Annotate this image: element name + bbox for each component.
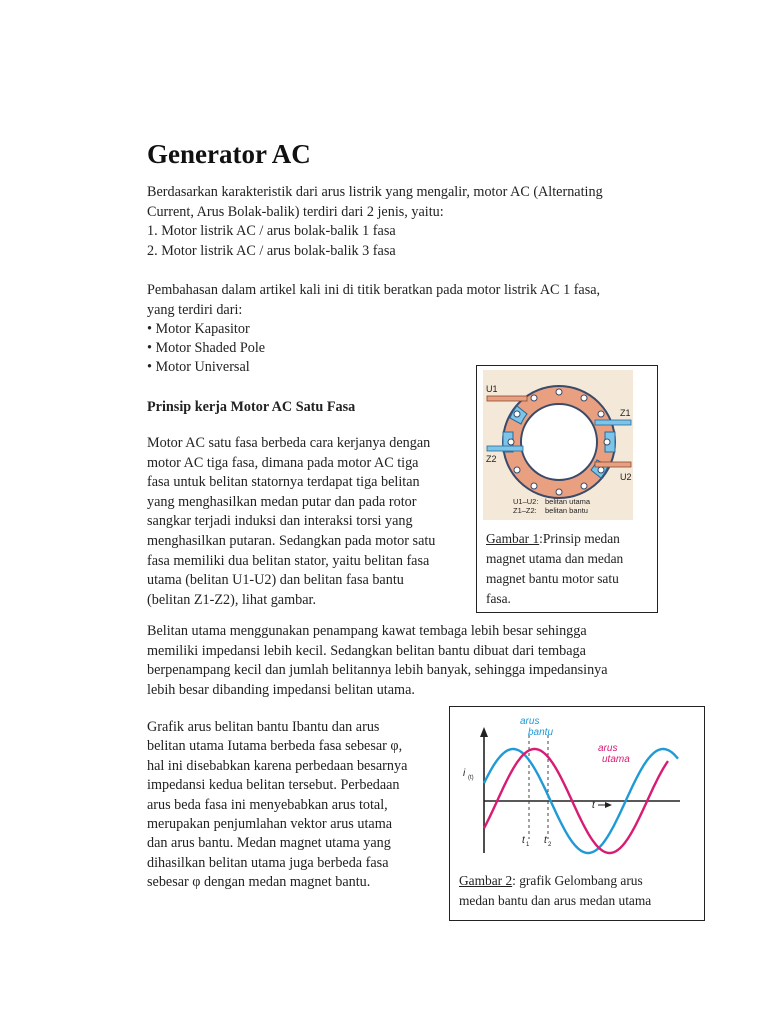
pembahasan-line-2: yang terdiri dari: <box>147 302 243 318</box>
label-utama-1: arus <box>598 743 618 754</box>
paragraph-line: Belitan utama menggunakan penampang kawat tembaga lebih besar sehingga <box>147 623 587 639</box>
intro-line-1: Berdasarkan karakteristik dari arus listrik yang mengalir, motor AC (Alternating <box>147 184 603 200</box>
section-heading: Prinsip kerja Motor AC Satu Fasa <box>147 399 356 415</box>
paragraph-line: (belitan Z1-Z2), lihat gambar. <box>147 591 317 608</box>
caption-text: magnet bantu motor satu <box>486 571 619 586</box>
paragraph-line: belitan utama Iutama berbeda fasa sebesar φ, <box>147 738 403 755</box>
paragraph-line: lebih besar dibanding impedansi belitan utama. <box>147 681 415 698</box>
lead-z1 <box>595 420 631 425</box>
paragraph-line: merupakan penjumlahan vektor arus utama <box>147 816 393 833</box>
belitan-paragraph <box>147 622 608 700</box>
paragraph-line: impedansi kedua belitan tersebut. Perbedaan <box>147 777 400 794</box>
paragraph-line: fasa untuk belitan statornya terdapat tiga belitan <box>147 474 420 491</box>
paragraph-line: utama (belitan U1-U2) dan belitan fasa bantu <box>147 572 404 589</box>
intro-line-2: Current, Arus Bolak-balik) terdiri dari 2 jenis, yaitu: <box>147 204 444 220</box>
page-title: Generator AC <box>147 139 311 169</box>
paragraph-line: motor AC tiga fasa, dimana pada motor AC tiga <box>147 454 419 471</box>
legend-key-bantu: Z1–Z2: <box>513 506 537 515</box>
lead-z2 <box>487 446 523 451</box>
paragraph-line: hal ini disebabkan karena perbedaan besarnya <box>147 757 408 774</box>
caption-ref: Gambar 2 <box>459 873 513 888</box>
rotor-bore <box>521 404 597 480</box>
t-arrow-head <box>605 802 612 808</box>
phase-graph <box>458 713 694 861</box>
paragraph-line: dihasilkan belitan utama juga berbeda fasa <box>147 854 389 871</box>
legend-val-utama: belitan utama <box>545 497 591 506</box>
label-bantu-2: bantu <box>528 727 554 738</box>
paragraph-line: arus beda fasa ini menyebabkan arus total, <box>147 796 388 813</box>
t1-sub: 1 <box>526 842 530 848</box>
figure-2-caption <box>459 871 651 911</box>
paragraph-line: dan arus bantu. Medan magnet utama yang <box>147 835 391 852</box>
t2-sub: 2 <box>548 842 552 848</box>
bullet-item: • Motor Universal <box>147 359 250 375</box>
motor-stator-diagram <box>483 370 633 520</box>
caption-ref: Gambar 1 <box>486 531 540 546</box>
list-item: 2. Motor listrik AC / arus bolak-balik 3 fasa <box>147 243 396 259</box>
legend-val-bantu: belitan bantu <box>545 506 588 515</box>
paragraph-line: fasa memiliki dua belitan stator, yaitu belitan fasa <box>147 552 430 569</box>
paragraph-line: Grafik arus belitan bantu Ibantu dan arus <box>147 719 380 735</box>
lead-u2 <box>595 462 631 467</box>
label-z1: Z1 <box>620 408 631 418</box>
label-utama-2: utama <box>602 754 630 765</box>
caption-text: medan bantu dan arus medan utama <box>459 893 652 908</box>
figure-1 <box>476 365 658 613</box>
paragraph-line: yang menghasilkan medan putar dan pada rotor <box>147 493 417 510</box>
paragraph-line: menghasilkan putaran. Sedangkan pada motor satu <box>147 532 436 549</box>
prinsip-paragraph <box>147 434 435 610</box>
grafik-paragraph <box>147 718 407 893</box>
paragraph-line: Motor AC satu fasa berbeda cara kerjanya dengan <box>147 435 431 451</box>
list-item: 1. Motor listrik AC / arus bolak-balik 1 fasa <box>147 223 396 239</box>
figure-1-caption <box>486 529 623 609</box>
figure-2 <box>449 706 705 921</box>
y-axis-arrow <box>480 727 488 737</box>
label-bantu-1: arus <box>520 716 540 727</box>
label-u2: U2 <box>620 472 632 482</box>
paragraph-line: memiliki impedansi lebih kecil. Sedangkan belitan bantu dibuat dari tembaga <box>147 642 586 659</box>
caption-text: :Prinsip medan <box>539 531 620 546</box>
caption-text: : grafik Gelombang arus <box>512 873 643 888</box>
lead-u1 <box>487 396 527 401</box>
paragraph-line: sangkar terjadi induksi dan interaksi torsi yang <box>147 513 413 530</box>
t2-label: t <box>544 835 547 846</box>
bullet-item: • Motor Kapasitor <box>147 321 250 337</box>
caption-text: fasa. <box>486 591 511 606</box>
y-axis-sub: (t) <box>468 775 474 781</box>
paragraph-line: berpenampang kecil dan jumlah belitannya lebih banyak, sehingga impedansinya <box>147 662 608 679</box>
caption-text: magnet utama dan medan <box>486 551 624 566</box>
legend-key-utama: U1–U2: <box>513 497 539 506</box>
t1-label: t <box>522 835 525 846</box>
label-u1: U1 <box>486 384 498 394</box>
y-axis-label: i <box>463 768 466 779</box>
t-axis-label: t <box>592 800 595 811</box>
pembahasan-line-1: Pembahasan dalam artikel kali ini di titik beratkan pada motor listrik AC 1 fasa, <box>147 282 601 298</box>
bullet-item: • Motor Shaded Pole <box>147 340 266 356</box>
label-z2: Z2 <box>486 454 497 464</box>
paragraph-line: sebesar φ dengan medan magnet bantu. <box>147 874 371 891</box>
